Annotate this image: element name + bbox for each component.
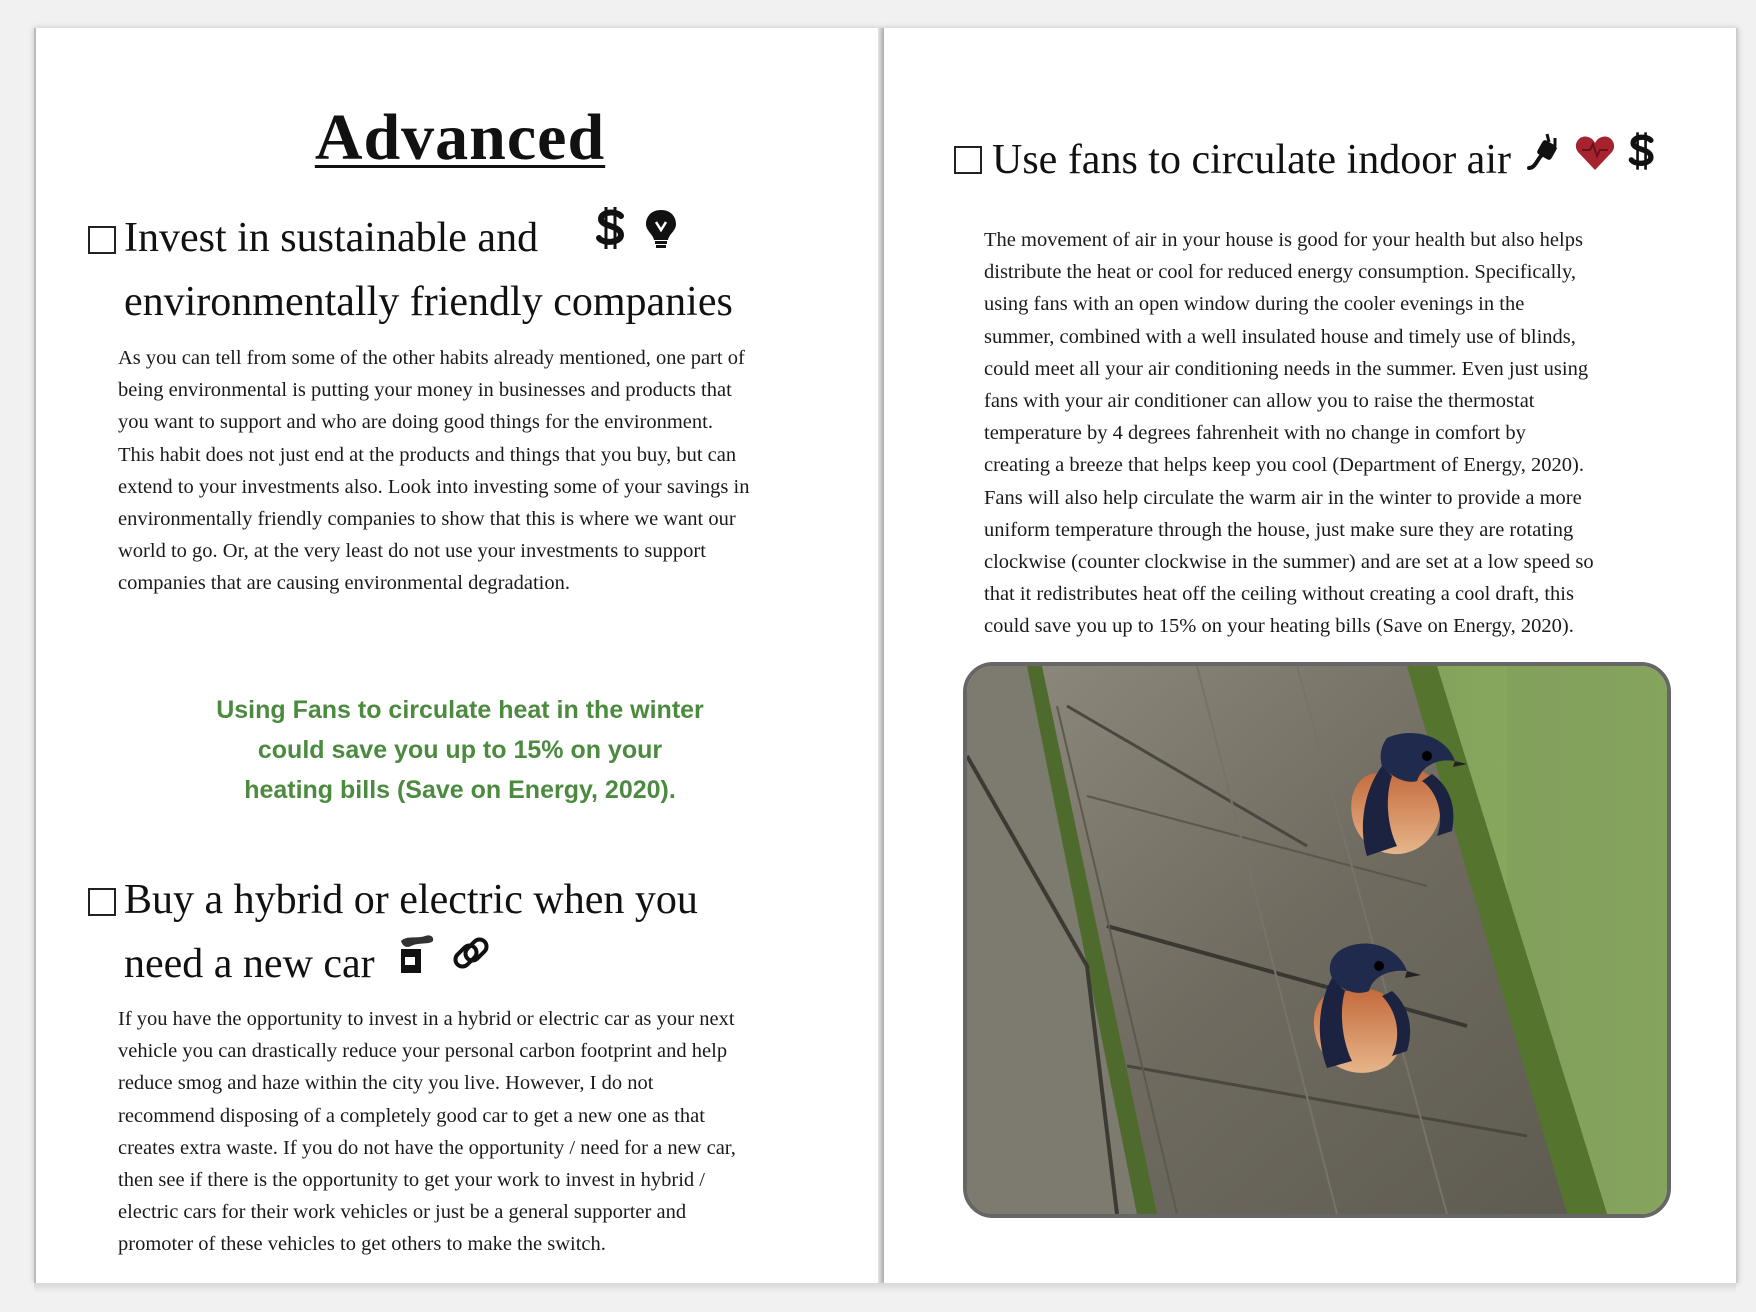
habit-checkbox-hybrid[interactable]: [88, 888, 116, 916]
habit-title-fans: [992, 128, 1732, 192]
text-line: extend to your investments also. Look into investing some of your savings in: [118, 475, 750, 498]
text-line: If you have the opportunity to invest in a hybrid or electric car as your next: [118, 1008, 735, 1030]
text-line: recommend disposing of a completely good car to get a new one as that: [118, 1104, 705, 1127]
callout-fact: [36, 690, 884, 810]
text-line: then see if there is the opportunity to get your work to invest in hybrid /: [118, 1169, 705, 1192]
habit-title-fans-text: Use fans to circulate indoor air: [992, 137, 1511, 183]
habit-body-invest: [118, 342, 838, 600]
text-line: using fans with an open window during the cooler evenings in the: [984, 293, 1525, 316]
dollar-icon: [593, 205, 629, 269]
habit-title-invest-line1: Invest in sustainable and: [124, 215, 539, 261]
habit-checkbox-fans[interactable]: [954, 146, 982, 174]
left-page: [34, 28, 884, 1283]
habit-body-hybrid: [118, 1003, 838, 1261]
text-line: reduce smog and haze within the city you live. However, I do not: [118, 1072, 654, 1095]
text-line: could save you up to 15% on your heating bills (Save on Energy, 2020).: [984, 615, 1574, 638]
text-line: vehicle you can drastically reduce your personal carbon footprint and help: [118, 1040, 728, 1063]
text-line: that it redistributes heat off the ceiling without creating a cool draft, this: [984, 583, 1574, 606]
text-line: electric cars for their work vehicles or just be a general supporter and: [118, 1201, 687, 1224]
text-line: summer, combined with a well insulated house and timely use of blinds,: [984, 325, 1576, 348]
callout-line: could save you up to 15% on your: [257, 736, 663, 764]
habit-title-hybrid: [124, 868, 864, 996]
callout-line: heating bills (Save on Energy, 2020).: [244, 776, 676, 804]
text-line: temperature by 4 degrees fahrenheit with no change in comfort by: [984, 422, 1526, 445]
text-line: creating a breeze that helps keep you cool (Department of Energy, 2020).: [984, 454, 1584, 477]
swallows-illustration: [967, 666, 1667, 1214]
text-line: As you can tell from some of the other habits already mentioned, one part of: [118, 347, 745, 369]
dollar-icon: [1626, 127, 1658, 191]
text-line: This habit does not just end at the products and things that you buy, but can: [118, 443, 737, 466]
heart-icon: [1574, 127, 1616, 191]
text-line: promoter of these vehicles to get others to make the switch.: [118, 1233, 606, 1256]
text-line: The movement of air in your house is good for your health but also helps: [984, 229, 1583, 251]
text-line: fans with your air conditioner can allow you to raise the thermostat: [984, 390, 1535, 413]
factory-icon: [395, 930, 435, 994]
text-line: environmentally friendly companies to show that this is where we want our: [118, 508, 736, 531]
habit-title-invest: [124, 206, 864, 334]
lightbulb-icon: [644, 205, 678, 269]
swallows-photo: [963, 662, 1671, 1218]
text-line: Fans will also help circulate the warm air in the winter to provide a more: [984, 486, 1582, 509]
text-line: being environmental is putting your money in businesses and products that: [118, 379, 732, 402]
text-line: creates extra waste. If you do not have the opportunity / need for a new car,: [118, 1136, 736, 1159]
text-line: world to go. Or, at the very least do not use your investments to support: [118, 540, 706, 563]
page-title: Advanced: [314, 101, 606, 174]
text-line: you want to support and who are doing good things for the environment.: [118, 411, 713, 434]
link-icon: [450, 930, 492, 994]
text-line: could meet all your air conditioning needs in the summer. Even just using: [984, 357, 1589, 380]
habit-checkbox-invest[interactable]: [88, 226, 116, 254]
text-line: companies that are causing environmental degradation.: [118, 572, 570, 595]
habit-title-invest-line2: environmentally friendly companies: [124, 279, 733, 325]
habit-title-hybrid-line1: Buy a hybrid or electric when you: [124, 877, 698, 923]
text-line: distribute the heat or cool for reduced energy consumption. Specifically,: [984, 261, 1577, 284]
plug-icon: [1525, 127, 1563, 191]
page-shadow: [34, 1283, 1736, 1293]
habit-body-fans: [984, 224, 1704, 643]
habit-title-hybrid-line2: need a new car: [124, 941, 375, 987]
callout-line: Using Fans to circulate heat in the winter: [216, 696, 704, 724]
text-line: clockwise (counter clockwise in the summer) and are set at a low speed so: [984, 551, 1594, 574]
text-line: uniform temperature through the house, just make sure they are rotating: [984, 518, 1574, 541]
